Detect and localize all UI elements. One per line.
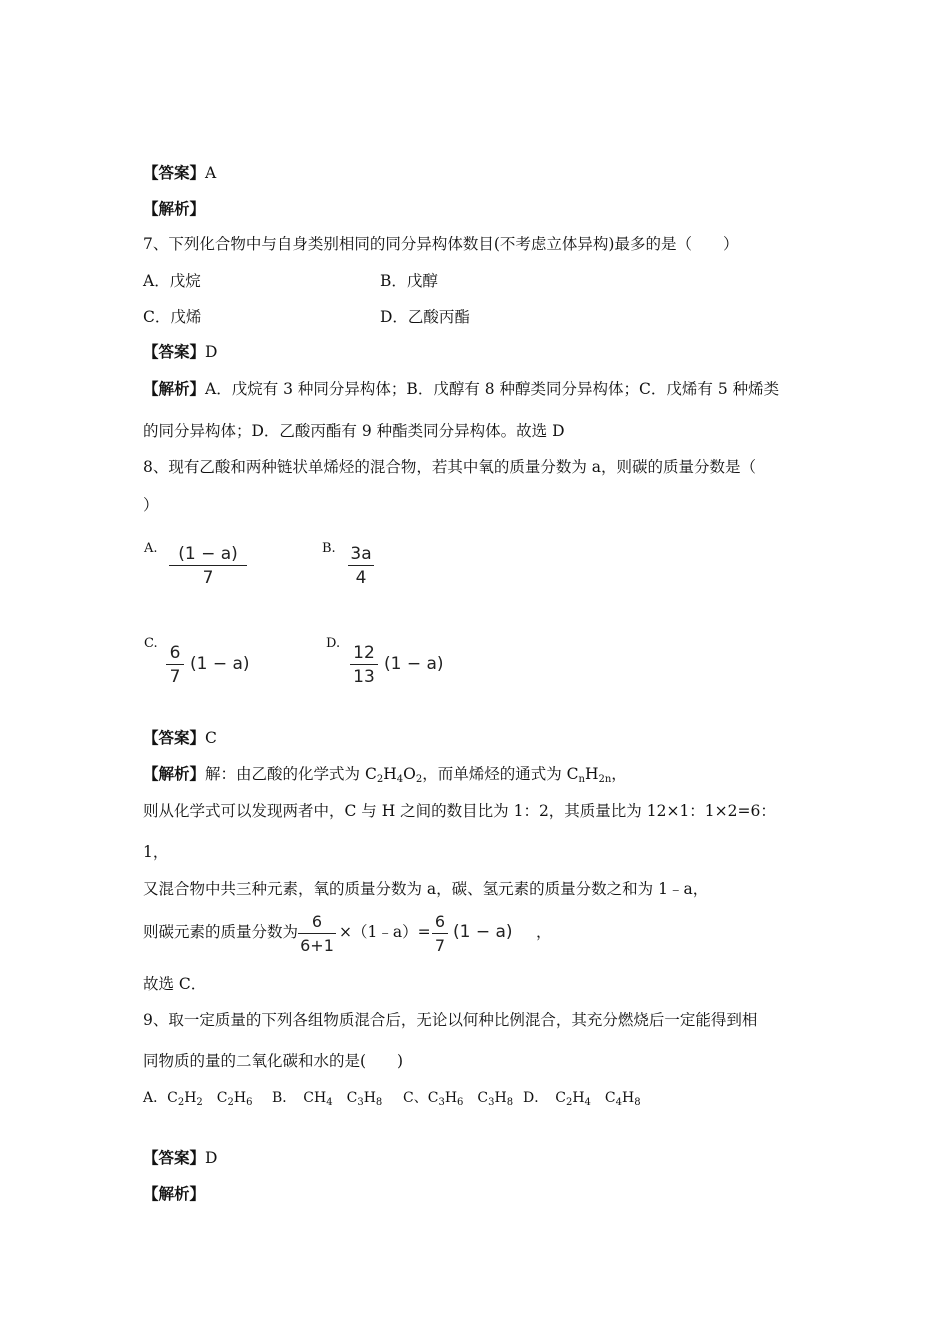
q9-option-c [403,1088,513,1113]
q7-analysis-line-1 [143,379,779,399]
fraction-denominator: 7 [434,936,446,955]
fraction-denominator: 7 [169,667,181,687]
q8-analysis-line-6: 故选 C． [143,975,207,993]
analysis-text: ，而单烯烃的通式为 C [422,765,579,783]
subscript: 8 [634,1097,641,1108]
q9-option-a [143,1088,252,1113]
subscript: 2 [177,1097,185,1108]
fraction-denominator: 6+1 [300,936,334,955]
subscript: 4 [396,774,404,785]
q8-option-c-fraction [166,643,184,687]
analysis-text: ， [611,765,627,783]
fraction-bar [298,933,336,934]
q9-option-d [523,1088,641,1113]
analysis-text: H [584,765,599,783]
subscript: 8 [375,1097,383,1108]
formula-text: B． CH [272,1090,327,1106]
answer-tag: 【答案】 [143,728,206,747]
q7-option-d: D．乙酸丙酯 [380,308,470,326]
q7-option-b: B．戊醇 [380,272,438,290]
q8-option-b-fraction [348,544,374,588]
answer-value: A [205,164,217,182]
fraction-bar [350,664,378,665]
fraction-bar [166,664,184,665]
subscript: 3 [357,1097,364,1108]
q8-analysis-fraction-2 [432,912,448,956]
subscript: 2 [227,1097,234,1108]
subscript: 2 [196,1097,203,1108]
q8-analysis-factor: (1 − a) [453,922,513,942]
formula-text: C、C [403,1090,439,1106]
formula-text: H [494,1090,507,1106]
fraction-bar [348,565,374,566]
fraction-numerator: 12 [353,643,375,663]
fraction-numerator: 3a [350,544,372,564]
subscript: 4 [615,1097,622,1108]
analysis-tag: 【解析】 [143,379,206,398]
answer-tag: 【答案】 [143,342,206,361]
analysis-text: 解：由乙酸的化学式为 C [205,765,377,783]
q7-option-c: C．戊烯 [143,308,202,326]
fraction-bar [432,933,448,934]
subscript: 2n [598,774,612,785]
formula-text: C [463,1090,489,1106]
fraction-numerator: 6 [434,912,446,931]
q8-option-c-label: C. [144,636,158,651]
subscript: 8 [506,1097,514,1108]
q8-analysis-line-2: 则从化学式可以发现两者中，C 与 H 之间的数目比为 1：2，其质量比为 12×1：1×2=6： [143,802,776,820]
fraction-bar [169,565,247,566]
formula-text: H [444,1090,458,1106]
subscript: n [578,774,585,785]
fraction-numerator: 6 [311,912,323,931]
fraction-denominator: 7 [202,568,214,588]
formula-text: H [572,1090,585,1106]
answer-value: C [205,729,217,747]
q8-answer-line [143,728,217,748]
formula-text: H [363,1090,376,1106]
formula-text: C [332,1090,358,1106]
subscript: 2 [376,774,384,785]
q8-analysis-fraction-1 [298,912,336,956]
q9-option-b [272,1088,382,1113]
answer-value: D [205,1149,218,1167]
q8-analysis-line-4: 又混合物中共三种元素，氧的质量分数为 a，碳、氢元素的质量分数之和为 1﹣a， [143,880,709,898]
formula-text: A．C [143,1090,178,1106]
answer-tag: 【答案】 [143,163,206,182]
q8-option-a-fraction [169,544,247,588]
q8-stem-line-2: ） [143,496,159,514]
subscript: 4 [326,1097,333,1108]
analysis-tag: 【解析】 [143,764,206,783]
q8-analysis-line-1 [143,764,627,790]
q8-option-b-label: B. [322,541,336,556]
q8-option-a-label: A. [144,541,158,556]
q6-analysis-tag: 【解析】 [143,199,206,218]
analysis-text: H [383,765,397,783]
q7-analysis-line-2: 的同分异构体；D．乙酸丙酯有 9 种酯类同分异构体。故选 D [143,422,565,440]
q9-answer-line [143,1148,217,1168]
subscript: 3 [488,1097,495,1108]
q8-analysis-line-5-prefix: 则碳元素的质量分数为 [143,923,299,941]
formula-text: H [184,1090,197,1106]
q8-option-d-label: D. [326,636,341,651]
fraction-numerator: (1 − a) [178,544,238,564]
formula-text: H [622,1090,635,1106]
analysis-text: A．戊烷有 3 种同分异构体；B．戊醇有 8 种醇类同分异构体；C．戊烯有 5 种烯类 [205,380,780,398]
formula-text: C [590,1090,616,1106]
q8-option-c-factor: (1 − a) [190,654,250,674]
fraction-denominator: 4 [355,568,367,588]
q8-option-d-factor: (1 − a) [384,654,444,674]
fraction-denominator: 13 [353,667,375,687]
q9-analysis-tag: 【解析】 [143,1184,206,1203]
q7-option-a: A．戊烷 [143,272,201,290]
q8-analysis-line-5-end: ， [536,923,552,941]
q9-stem-line-2: 同物质的量的二氧化碳和水的是( ) [143,1052,404,1070]
q8-analysis-line-5-mid: ×（1﹣a）= [339,923,431,941]
subscript: 2 [415,774,423,785]
subscript: 6 [246,1097,253,1108]
subscript: 6 [457,1097,464,1108]
answer-tag: 【答案】 [143,1148,206,1167]
q8-option-d-fraction [350,643,378,687]
subscript: 4 [584,1097,591,1108]
q8-analysis-line-3: 1， [143,843,169,861]
subscript: 3 [438,1097,445,1108]
analysis-text: O [403,765,416,783]
q9-stem-line-1: 9、取一定质量的下列各组物质混合后，无论以何种比例混合，其充分燃烧后一定能得到相 [143,1011,758,1029]
formula-text: D． C [523,1090,566,1106]
q7-stem: 7、下列化合物中与自身类别相同的同分异构体数目(不考虑立体异构)最多的是（ ） [143,235,739,253]
formula-text: C [202,1090,228,1106]
q6-answer-line [143,163,216,183]
q8-stem-line-1: 8、现有乙酸和两种链状单烯烃的混合物，若其中氧的质量分数为 a，则碳的质量分数是（ [143,458,757,476]
q7-answer-line [143,342,217,362]
fraction-numerator: 6 [169,643,181,663]
answer-value: D [205,343,218,361]
subscript: 2 [565,1097,573,1108]
formula-text: H [233,1090,247,1106]
